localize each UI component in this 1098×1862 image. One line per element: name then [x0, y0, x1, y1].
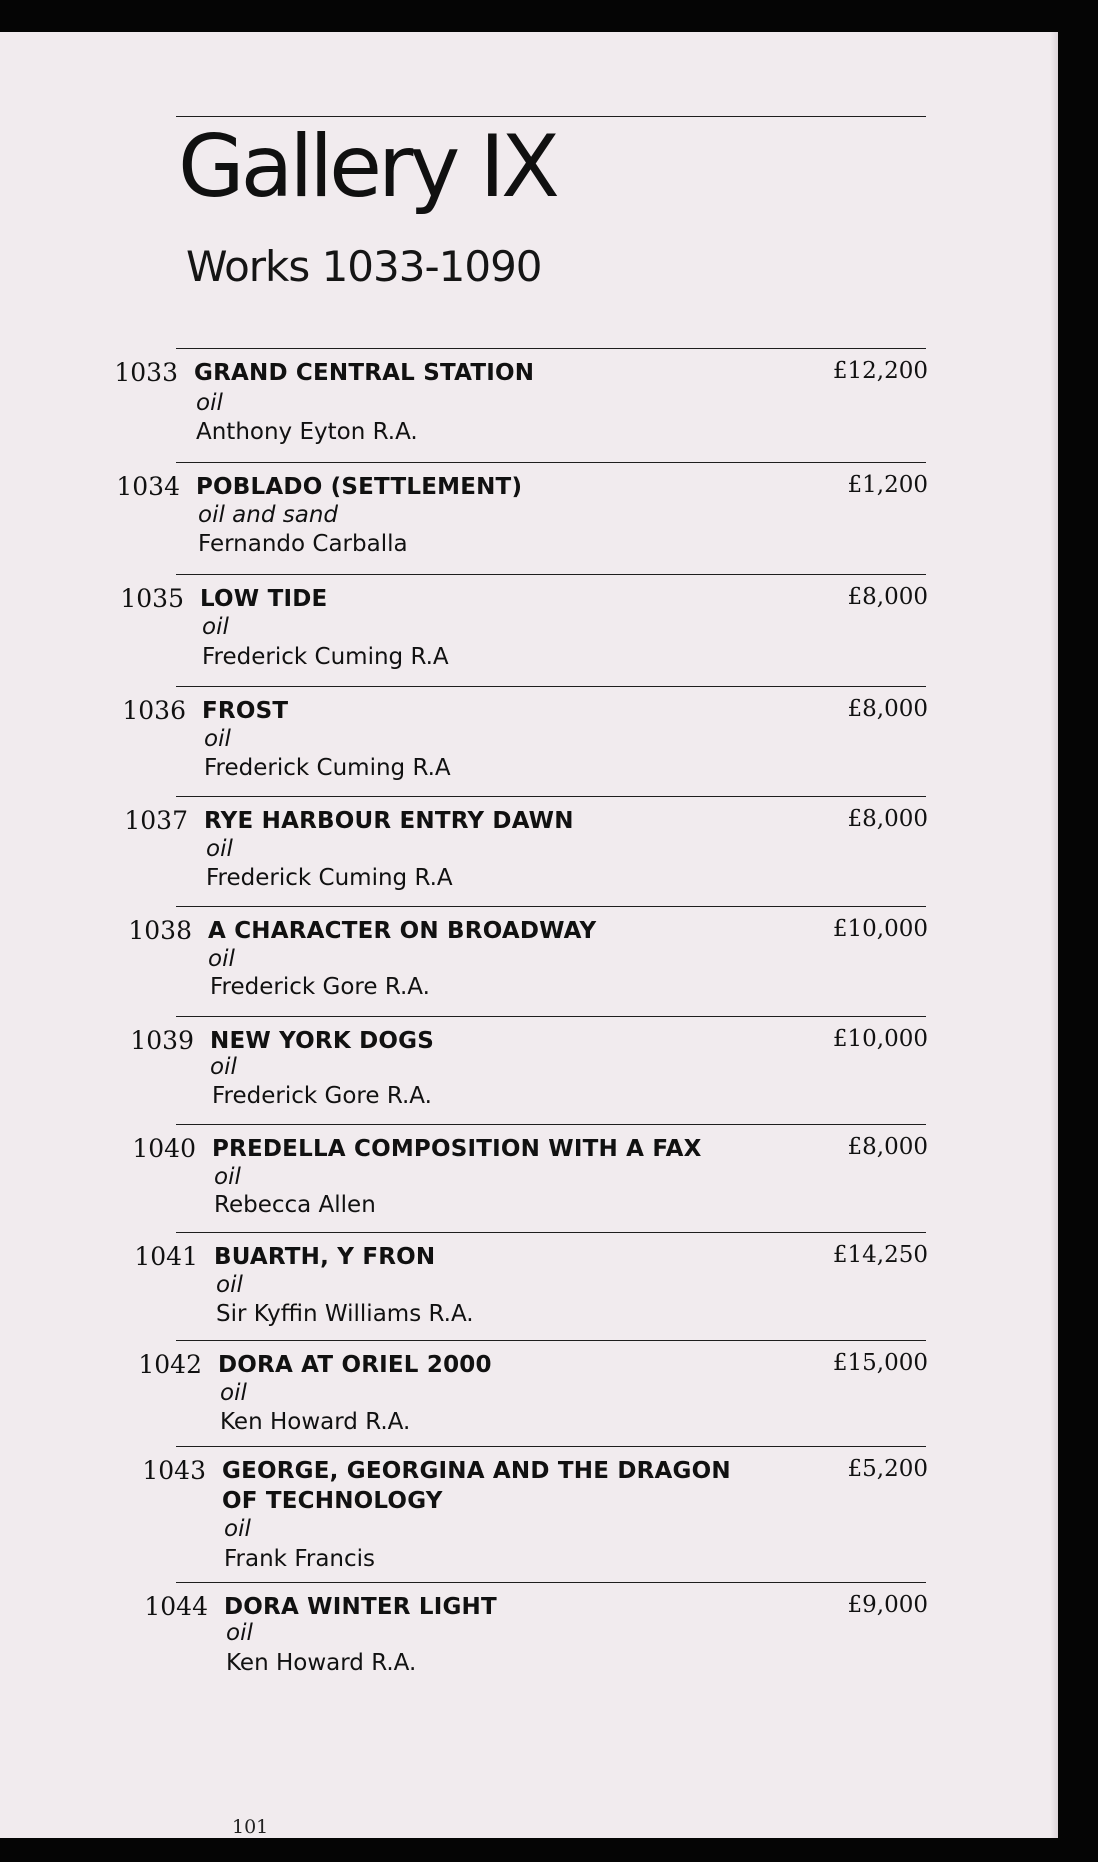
entry-artist: Fernando Carballa	[198, 531, 408, 557]
entry-title: GRAND CENTRAL STATION	[194, 360, 535, 386]
entry-title: RYE HARBOUR ENTRY DAWN	[204, 808, 574, 834]
page-subtitle: Works 1033-1090	[186, 242, 542, 291]
entry-divider	[176, 574, 926, 575]
entry-title: BUARTH, Y FRON	[214, 1244, 436, 1270]
entry-price: £9,000	[847, 1592, 928, 1618]
entry-artist: Rebecca Allen	[214, 1192, 376, 1218]
entry-medium: oil	[226, 1620, 253, 1646]
entry-number: 1039	[130, 1026, 194, 1055]
entry-number: 1042	[138, 1350, 202, 1379]
entry-price: £14,250	[832, 1242, 928, 1268]
entry-artist: Frederick Cuming R.A	[202, 644, 449, 670]
entry-divider	[176, 1016, 926, 1017]
entry-number: 1044	[144, 1592, 208, 1621]
entry-divider	[176, 348, 926, 349]
entry-medium: oil	[214, 1164, 241, 1190]
entry-divider	[176, 1582, 926, 1583]
entry-medium: oil	[196, 390, 223, 416]
page-edge	[1050, 32, 1058, 1838]
entry-divider	[176, 1232, 926, 1233]
entry-divider	[176, 796, 926, 797]
entry-title-line2: OF TECHNOLOGY	[222, 1488, 443, 1514]
entry-medium: oil	[208, 946, 235, 972]
entry-price: £8,000	[847, 696, 928, 722]
entry-medium: oil	[224, 1516, 251, 1542]
entry-price: £8,000	[847, 806, 928, 832]
entry-number: 1040	[132, 1134, 196, 1163]
catalogue-page	[0, 32, 1058, 1838]
entry-artist: Frederick Cuming R.A	[204, 755, 451, 781]
entry-divider	[176, 1340, 926, 1341]
entry-divider	[176, 686, 926, 687]
entry-title: A CHARACTER ON BROADWAY	[208, 918, 597, 944]
entry-divider	[176, 1446, 926, 1447]
entry-divider	[176, 462, 926, 463]
entry-artist: Frederick Cuming R.A	[206, 865, 453, 891]
entry-medium: oil	[202, 614, 229, 640]
entry-medium: oil	[220, 1380, 247, 1406]
entry-artist: Anthony Eyton R.A.	[196, 419, 418, 445]
entry-number: 1036	[122, 696, 186, 725]
entry-title: PREDELLA COMPOSITION WITH A FAX	[212, 1136, 702, 1162]
entry-divider	[176, 1124, 926, 1125]
entry-medium: oil	[204, 726, 231, 752]
entry-price: £8,000	[847, 584, 928, 610]
entry-number: 1034	[116, 472, 180, 501]
page-title: Gallery IX	[178, 117, 556, 217]
entry-title: FROST	[202, 698, 289, 724]
entry-price: £10,000	[832, 916, 928, 942]
entry-artist: Frederick Gore R.A.	[212, 1083, 432, 1109]
entry-divider	[176, 906, 926, 907]
page-number: 101	[232, 1816, 269, 1838]
entry-title-line1: GEORGE, GEORGINA AND THE DRAGON	[222, 1458, 731, 1484]
entry-title: DORA WINTER LIGHT	[224, 1594, 497, 1620]
entry-number: 1033	[114, 358, 178, 387]
entry-number: 1037	[124, 806, 188, 835]
entry-artist: Sir Kyffin Williams R.A.	[216, 1301, 474, 1327]
entry-title: POBLADO (SETTLEMENT)	[196, 474, 523, 500]
entry-number: 1038	[128, 916, 192, 945]
entry-medium: oil	[216, 1272, 243, 1298]
entry-number: 1041	[134, 1242, 198, 1271]
entry-title: LOW TIDE	[200, 586, 328, 612]
entry-medium: oil	[210, 1054, 237, 1080]
entry-price: £8,000	[847, 1134, 928, 1160]
entry-price: £12,200	[832, 358, 928, 384]
entry-price: £1,200	[847, 472, 928, 498]
entry-price: £5,200	[847, 1456, 928, 1482]
entry-artist: Ken Howard R.A.	[220, 1409, 411, 1435]
entry-price: £15,000	[832, 1350, 928, 1376]
entry-number: 1035	[120, 584, 184, 613]
entry-price: £10,000	[832, 1026, 928, 1052]
entry-number: 1043	[142, 1456, 206, 1485]
entry-medium: oil	[206, 836, 233, 862]
entry-title: NEW YORK DOGS	[210, 1028, 434, 1054]
entry-artist: Ken Howard R.A.	[226, 1650, 417, 1676]
entry-artist: Frank Francis	[224, 1546, 376, 1572]
entry-title: DORA AT ORIEL 2000	[218, 1352, 492, 1378]
entry-medium: oil and sand	[198, 502, 338, 528]
entry-artist: Frederick Gore R.A.	[210, 974, 430, 1000]
